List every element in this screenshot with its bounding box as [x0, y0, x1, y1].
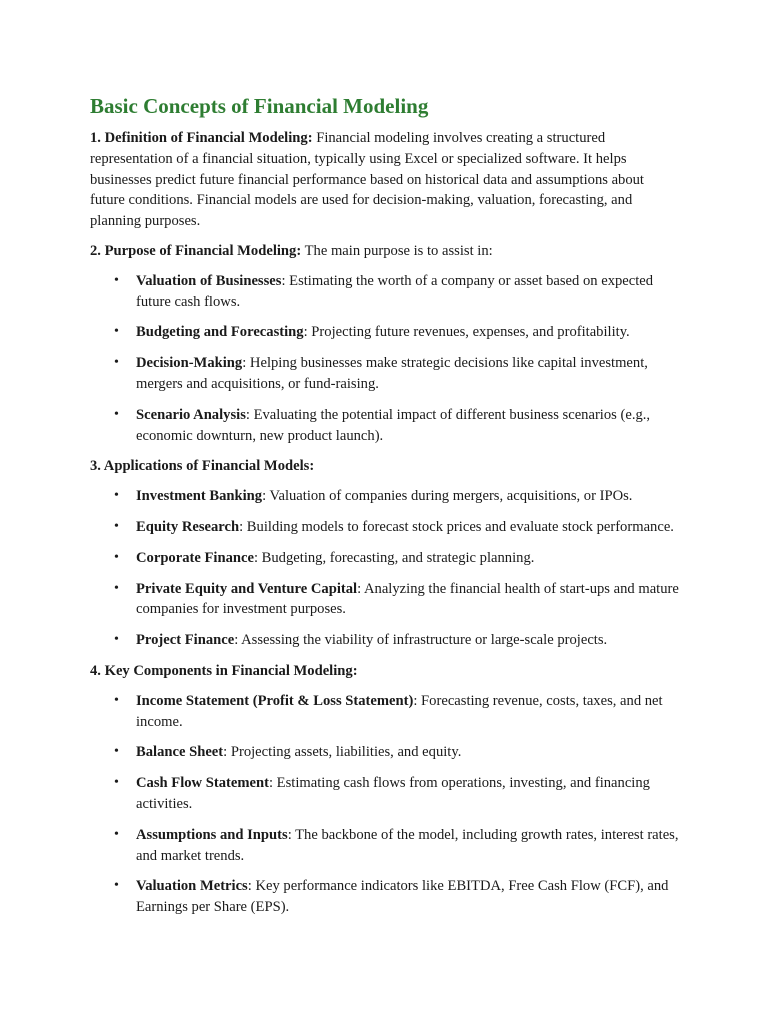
list-item — [90, 825, 680, 867]
list-item-term: Project Finance — [136, 632, 235, 649]
list-item — [90, 773, 680, 815]
list-item — [90, 742, 680, 763]
section-components — [90, 661, 680, 682]
list-item-term: Corporate Finance — [136, 549, 254, 566]
bullet-icon: • — [114, 826, 119, 842]
bullet-icon: • — [114, 878, 119, 894]
list-item-term: Private Equity and Venture Capital — [136, 580, 358, 597]
list-item — [90, 486, 680, 507]
bullet-icon: • — [114, 632, 119, 648]
list-item-desc: : Budgeting, forecasting, and strategic planning. — [253, 549, 535, 566]
section-definition — [90, 128, 680, 232]
list-item-desc: : Valuation of companies during mergers, acquisitions, or IPOs. — [262, 488, 633, 505]
list-item-term: Valuation of Businesses — [136, 272, 282, 289]
list-item-desc: : Forecasting revenue, costs, taxes, and net income. — [136, 692, 663, 730]
list-item — [90, 353, 680, 395]
list-item — [90, 876, 680, 918]
bullet-icon: • — [114, 355, 119, 371]
bullet-icon: • — [114, 549, 119, 565]
list-item — [90, 517, 680, 538]
list-item-desc: : Estimating the worth of a company or asset based on expected future cash flows. — [136, 272, 654, 310]
list-item — [90, 691, 680, 733]
section-applications-heading: 3. Applications of Financial Models: — [90, 458, 315, 475]
list-item-term: Assumptions and Inputs — [136, 826, 288, 843]
list-item-desc: : The backbone of the model, including growth rates, interest rates, and market trends. — [136, 826, 679, 864]
list-item-term: Budgeting and Forecasting — [136, 324, 304, 341]
list-item — [90, 579, 680, 621]
document-title: Basic Concepts of Financial Modeling — [90, 94, 429, 118]
list-item-desc: : Helping businesses make strategic decisions like capital investment, mergers and acquisitions, or fund-raising. — [136, 355, 648, 392]
list-item-term: Investment Banking — [136, 488, 263, 505]
bullet-icon: • — [114, 580, 119, 596]
list-item-term: Income Statement (Profit & Loss Statement) — [136, 692, 414, 709]
list-item-desc: : Key performance indicators like EBITDA, Free Cash Flow (FCF), and Earnings per Share (EPS). — [136, 878, 669, 916]
section-definition-heading: 1. Definition of Financial Modeling: — [90, 130, 313, 146]
bullet-icon: • — [114, 744, 119, 760]
bullet-icon: • — [114, 775, 119, 791]
list-item-term: Cash Flow Statement — [136, 775, 269, 792]
list-item-desc: : Projecting assets, liabilities, and equity. — [223, 744, 462, 761]
components-list — [90, 691, 680, 918]
list-item — [90, 322, 680, 343]
list-item-desc: : Evaluating the potential impact of different business scenarios (e.g., economic downturn, new product launch). — [136, 406, 651, 444]
bullet-icon: • — [114, 324, 119, 340]
list-item-term: Equity Research — [136, 518, 240, 535]
list-item-term: Balance Sheet — [136, 744, 224, 761]
list-item-desc: : Assessing the viability of infrastructure or large-scale projects. — [234, 632, 608, 649]
bullet-icon: • — [114, 692, 119, 708]
section-definition-text: Financial modeling involves creating a structured representation of a financial situation, typically using Excel or specialized software. It helps businesses predict future financial performance based on historical data and assumptions about future conditions. Financial models are used for decision-making, valuation, forecasting, and planning purposes. — [90, 130, 644, 230]
applications-list — [90, 486, 680, 651]
list-item-desc: : Projecting future revenues, expenses, and profitability. — [303, 324, 630, 341]
list-item — [90, 630, 680, 651]
bullet-icon: • — [114, 488, 119, 504]
section-applications — [90, 456, 680, 477]
bullet-icon: • — [114, 518, 119, 534]
list-item-term: Decision-Making — [136, 355, 243, 372]
list-item-desc: : Building models to forecast stock prices and evaluate stock performance. — [239, 518, 674, 535]
purpose-list — [90, 271, 680, 447]
section-purpose — [90, 241, 680, 262]
list-item-desc: : Analyzing the financial health of start-ups and mature companies for investment purposes. — [136, 580, 679, 618]
section-components-heading: 4. Key Components in Financial Modeling: — [90, 662, 358, 679]
list-item — [90, 271, 680, 313]
list-item — [90, 548, 680, 569]
section-purpose-text: The main purpose is to assist in: — [301, 242, 493, 259]
section-purpose-heading: 2. Purpose of Financial Modeling: — [90, 242, 302, 259]
list-item-desc: : Estimating cash flows from operations, investing, and financing activities. — [136, 775, 650, 812]
list-item-term: Scenario Analysis — [136, 406, 246, 423]
document-page — [90, 92, 680, 918]
bullet-icon: • — [114, 272, 119, 288]
bullet-icon: • — [114, 406, 119, 422]
list-item — [90, 405, 680, 447]
list-item-term: Valuation Metrics — [136, 878, 248, 895]
